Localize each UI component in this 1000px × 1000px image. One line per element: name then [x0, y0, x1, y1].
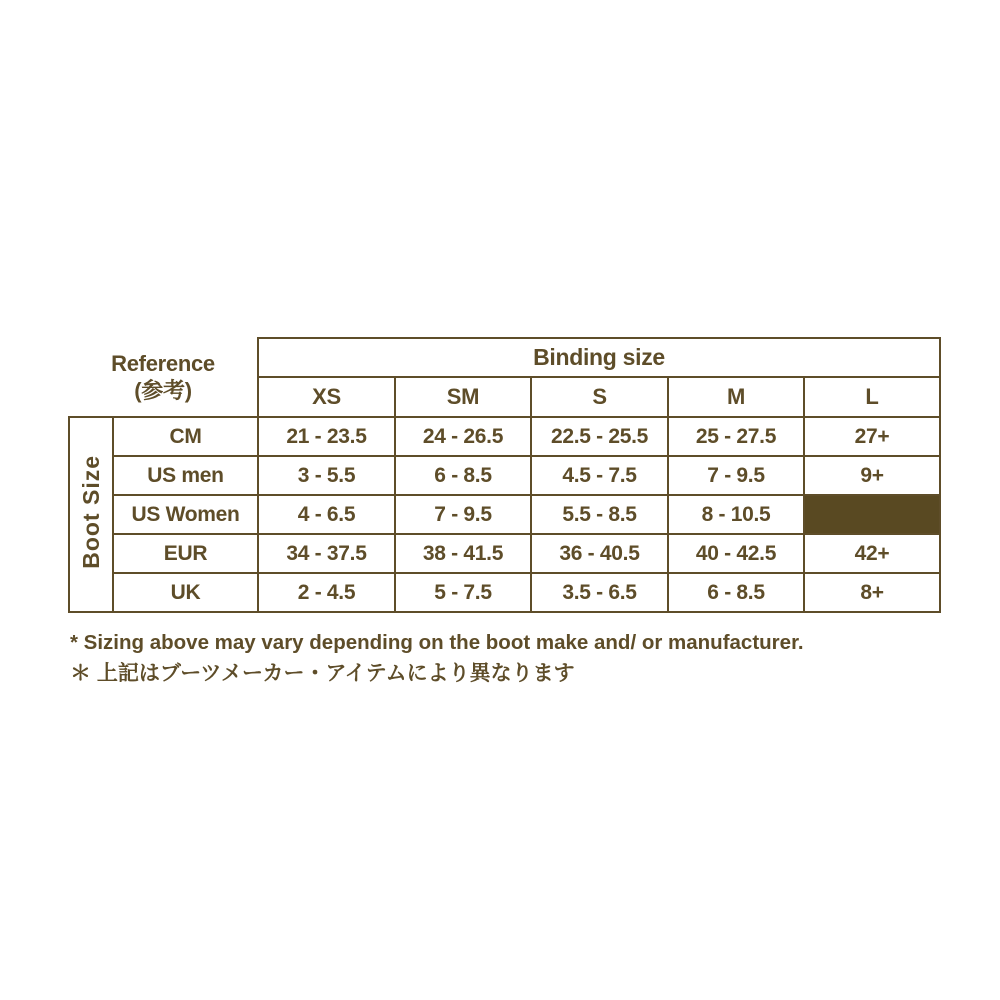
cell-eur-xs: 34 - 37.5: [258, 534, 395, 573]
cell-uswomen-xs: 4 - 6.5: [258, 495, 395, 534]
binding-size-header: Binding size: [258, 338, 940, 377]
boot-size-label: Boot Size: [77, 455, 104, 569]
row-label-us-men: US men: [113, 456, 258, 495]
col-header-sm: SM: [395, 377, 531, 417]
row-label-eur: EUR: [113, 534, 258, 573]
table-row-uk: [69, 573, 940, 612]
cell-uswomen-sm: 7 - 9.5: [395, 495, 531, 534]
row-label-us-women: US Women: [113, 495, 258, 534]
cell-uswomen-m: 8 - 10.5: [668, 495, 804, 534]
col-header-s: S: [531, 377, 668, 417]
cell-uk-l: 8+: [804, 573, 940, 612]
table-row-cm: [69, 417, 940, 456]
table-row-us-men: [69, 456, 940, 495]
reference-title: Reference: [111, 351, 215, 376]
cell-eur-m: 40 - 42.5: [668, 534, 804, 573]
table-row-eur: [69, 534, 940, 573]
cell-cm-sm: 24 - 26.5: [395, 417, 531, 456]
reference-subtitle-jp: (参考): [134, 378, 192, 403]
cell-cm-xs: 21 - 23.5: [258, 417, 395, 456]
cell-usmen-m: 7 - 9.5: [668, 456, 804, 495]
col-header-m: M: [668, 377, 804, 417]
cell-cm-l: 27+: [804, 417, 940, 456]
cell-uk-xs: 2 - 4.5: [258, 573, 395, 612]
col-header-xs: XS: [258, 377, 395, 417]
boot-size-label-cell: [69, 417, 113, 612]
cell-usmen-sm: 6 - 8.5: [395, 456, 531, 495]
cell-cm-s: 22.5 - 25.5: [531, 417, 668, 456]
table-row-us-women: [69, 495, 940, 534]
footnotes: [70, 627, 960, 689]
cell-uk-sm: 5 - 7.5: [395, 573, 531, 612]
cell-usmen-xs: 3 - 5.5: [258, 456, 395, 495]
footnote-japanese: ＊ 上記はブーツメーカー・アイテムにより異なります: [70, 662, 575, 685]
cell-cm-m: 25 - 27.5: [668, 417, 804, 456]
row-label-cm: CM: [113, 417, 258, 456]
footnote-english: * Sizing above may vary depending on the boot make and/ or manufacturer.: [70, 631, 804, 654]
cell-uk-s: 3.5 - 6.5: [531, 573, 668, 612]
cell-eur-sm: 38 - 41.5: [395, 534, 531, 573]
col-header-l: L: [804, 377, 940, 417]
cell-eur-s: 36 - 40.5: [531, 534, 668, 573]
cell-usmen-l: 9+: [804, 456, 940, 495]
row-label-uk: UK: [113, 573, 258, 612]
cell-uk-m: 6 - 8.5: [668, 573, 804, 612]
cell-uswomen-l-filled: [804, 495, 940, 534]
cell-uswomen-s: 5.5 - 8.5: [531, 495, 668, 534]
boot-binding-size-table: [68, 337, 941, 613]
reference-header: [69, 338, 258, 417]
cell-eur-l: 42+: [804, 534, 940, 573]
cell-usmen-s: 4.5 - 7.5: [531, 456, 668, 495]
